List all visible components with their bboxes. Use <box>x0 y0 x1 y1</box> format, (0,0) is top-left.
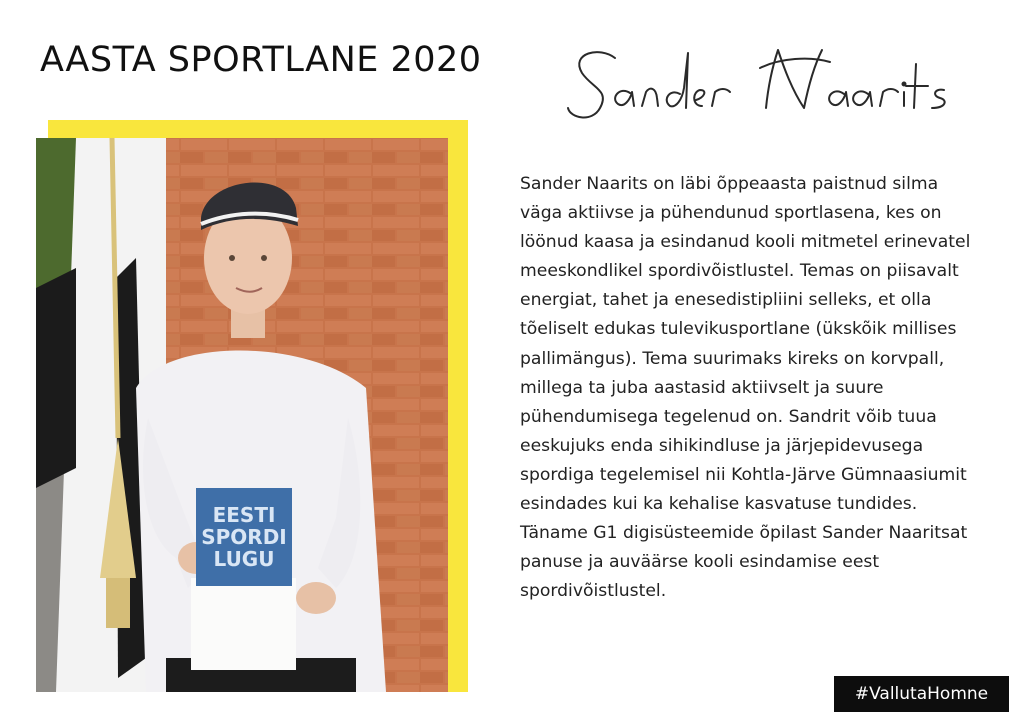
name-signature <box>560 28 960 148</box>
book-title-line2: SPORDI <box>201 525 287 549</box>
page-title: AASTA SPORTLANE 2020 <box>40 40 482 80</box>
description-paragraph: Sander Naarits on läbi õppeaasta paistnud silma väga aktiivse ja pühendunud sportlasena, kes on löönud kaasa ja esindanud kooli mitmetel erinevatel meeskondlikel spordivõistlustel. Temas on piisavalt energiat, tahet ja enesedistipliini selleks, et olla tõeliselt edukas tulevikusportlane (ükskõik millises pallimängus). Tema suurimaks kireks on korvpall, millega ta juba aastasid aktiivselt ja suure pühendumisega tegelenud on. Sandrit võib tuua eeskujuks enda sihikindluse ja järjepidevusega spordiga tegelemisel nii Kohtla-Järve Gümnaasiumit esindades kui ka kehalise kasvatuse tundides. Täname G1 digisüsteemide õpilast Sander Naaritsat panuse ja auväärse kooli esindamise eest spordivõistlustel. <box>520 174 971 602</box>
portrait-photo <box>36 138 448 692</box>
book-title-line1: EESTI <box>212 503 276 527</box>
book-title-line3: LUGU <box>213 547 275 571</box>
hashtag-badge: #VallutaHomne <box>834 676 1009 712</box>
